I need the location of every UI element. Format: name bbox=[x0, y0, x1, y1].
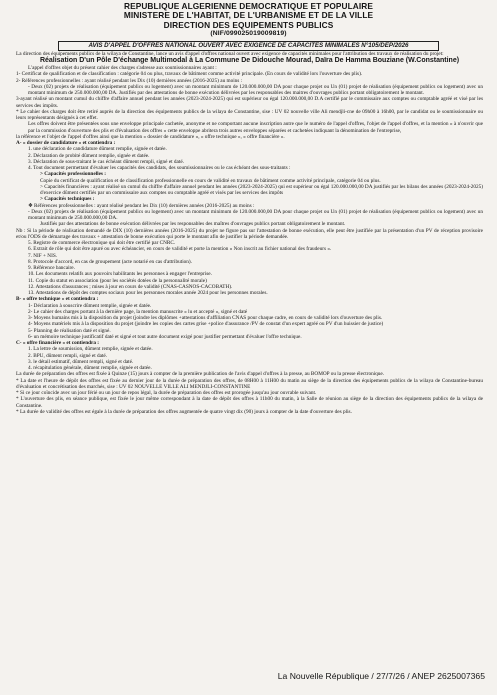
notice-paragraph: ❖ Références professionnelles : ayant réalisé pendant les Dix (10) dernières années (2016-2025) au moins : bbox=[28, 202, 255, 209]
publication-footer: La Nouvelle République / 27/7/26 / ANEP 2625007365 bbox=[277, 671, 485, 681]
notice-paragraph: 3. Déclaration de sous-traitant le cas échéant dûment rempli, signé et daté. bbox=[28, 158, 184, 165]
notice-paragraph: > Capacités financières : ayant réalisé un cumul du chiffre d'affaire annuel pendant les années (2023-2024-2025) qui est supérieur ou égal 120.000.000,00 DA justifiés par les bilans des années (2023-2024-2025) d'exercice dûment certifiés par un commissaire aux comptes ou comptable agréé et visés par les services des impôts bbox=[40, 183, 483, 197]
notice-paragraph: * Si ce jour coïncide avec un jour férié ou un jour de repos légal, la durée de préparation des offres est prorogée jusqu'au jour ouvrable suivant. bbox=[16, 390, 317, 397]
notice-paragraph: > Capacités techniques : bbox=[40, 196, 95, 203]
notice-paragraph: 4. récapitulation générale, dûment remplie, signée et datée. bbox=[28, 365, 152, 372]
notice-paragraph: A- « dossier de candidature » et contiendra : bbox=[16, 140, 116, 147]
notice-paragraph: B- « offre technique » et contiendra : bbox=[16, 296, 99, 303]
nif-number: (NIF/099025019009819) bbox=[210, 29, 287, 37]
notice-title: AVIS D'APPEL D'OFFRES NATIONAL OUVERT AVEC EXIGENCE DE CAPACITES MINIMALES N°105/DEP/2026 bbox=[88, 41, 409, 49]
notice-title-box bbox=[58, 41, 439, 51]
notice-paragraph: 6- un mémoire technique justificatif daté et signé et tout autre document exigé pour justifier permettant d'évaluer l'offre technique. bbox=[28, 333, 302, 340]
notice-paragraph: * La durée de validité des offres est égale à la durée de préparation des offres augmentée de quatre vingt dix (90) jours à compter de la date d'ouverture des plis. bbox=[16, 408, 352, 415]
notice-paragraph: 2. Déclaration de probité dûment remplie, signée et datée. bbox=[28, 152, 150, 159]
notice-paragraph: Copie du certificat de qualification et de classification professionnelle en cours de validité en travaux de bâtiment comme activité principale, catégorie 04 ou plus. bbox=[40, 177, 381, 184]
notice-paragraph: 1- Déclaration à souscrire dûment remplie, signée et datée. bbox=[28, 302, 152, 309]
republic-title: REPUBLIQUE ALGERIENNE DEMOCRATIQUE ET POPULAIRE bbox=[123, 1, 373, 11]
notice-paragraph: 2- Le cahier des charges portant à la dernière page, la mention manuscrite « lu et accepté », signé et daté bbox=[28, 308, 248, 315]
notice-paragraph: 3. le détail estimatif, dûment rempli, signé et daté. bbox=[28, 358, 134, 365]
notice-paragraph: Les offres doivent être présentées sous une enveloppe principale cachetée, anonyme et ne comportant aucune inscription autre que le numéro de l'appel d'offres, l'objet de l'appel d'offres, et la mention « à n'ouvrir que par la commission d'ouverture des plis et d'évaluation des offres » cette enveloppe abritera trois autres enveloppes séparées et cachetées indiquant la dénomination de l'entreprise, bbox=[28, 121, 483, 134]
notice-paragraph: Nb : Si la période de réalisation demandé de DIX (10) dernières années (2016-2025) du projet ne figure pas sur l'attestation de bonne exécution, elle peut être justifiée par la présentation d'un PV de réception provisoire et/ou l'ODS de démarrage des travaux + attestation de bonne exécution qui porte le montant afin de justifier la période demandée. bbox=[16, 227, 483, 240]
notice-paragraph: 8. Protocole d'accord, en cas de groupement (acte notarié en cas d'attribution). bbox=[28, 258, 192, 265]
notice-paragraph: Justifiés par des attestations de bonne exécution délivrées par les responsables des maîtres d'ouvrages publics portant obligatoirement le montant. bbox=[40, 221, 346, 228]
notice-paragraph: la référence et l'objet de l'appel d'offres ainsi que la mention « dossier de candidature », « offre technique », « offre financière ». bbox=[16, 133, 285, 140]
notice-paragraph: * L'ouverture des plis, en séance publique, est fixée le jour même correspondant à la date de dépôt des offres à 11h00 du matin, à la Salle de réunion au siège de la direction des équipements publics de la wilaya de Constantine. bbox=[16, 396, 483, 409]
notice-paragraph: 12. Attestations d'assurances ; mises à jour en cours de validité (CNAS-CASNOS-CACOBATH). bbox=[28, 283, 233, 290]
notice-body bbox=[0, 51, 497, 415]
notice-paragraph: 1. La lettre de soumission, dûment remplie, signée et datée. bbox=[28, 346, 153, 353]
notice-paragraph: 1- Certificat de qualification et de classification : catégorie 04 ou plus, travaux de bâtiment comme activité principale. (En cours de validité lors l'ouverture des plis). bbox=[16, 71, 363, 78]
notice-header bbox=[0, 0, 497, 38]
notice-paragraph: L'appel d'offres objet du présent cahier des charges s'adresse aux soumissionnaires ayant : bbox=[28, 65, 217, 72]
notice-paragraph: 13. Attestations de dépôt des comptes sociaux pour les personnes morales année 2024 pour les personnes morales. bbox=[28, 290, 268, 297]
notice-paragraph: 2- Références professionnelles : ayant réalisé pendant les Dix (10) dernières années (2016-2025) au moins : bbox=[16, 77, 243, 84]
notice-paragraph: 10. Les documents relatifs aux pouvoirs habilitants les personnes à engager l'entreprise. bbox=[28, 271, 212, 278]
notice-paragraph: La durée de préparation des offres est fixée à Quinze (15) jours à compter de la première publication de l'avis d'appel d'offres à la presse, au BOMOP ou la presse électronique. bbox=[16, 371, 385, 378]
notice-paragraph: C- « offre financière » et contiendra : bbox=[16, 340, 100, 347]
notice-paragraph: 5- Planning de réalisation daté et signé. bbox=[28, 327, 111, 334]
notice-paragraph: 4. Tout document permettant d'évaluer les capacités des candidats, des soumissionnaires ou le cas échéant des sous-traitants : bbox=[28, 165, 291, 172]
notice-paragraph: 4- Moyens matériels mis à la disposition du projet (joindre les copies des cartes grise +police d'assurance /PV de constat d'un expert agréé ou PV d'un huissier de justice) bbox=[28, 321, 384, 328]
notice-paragraph: > Capacités professionnelles : bbox=[40, 171, 107, 178]
notice-paragraph: * La date et l'heure de dépôt des offres est fixée au dernier jour de la durée de préparation des offres, de 08H00 à 11H00 du matin au siège de la direction des équipements publics de la wilaya de Constantine-bureau d'évaluation et concrétisation des marchés, sise : UV 02 NOUVELLE VILLE ALI MENDJLI-CONSTANTINE bbox=[16, 377, 483, 390]
notice-paragraph: * Le cahier des charges doit être retiré auprès de la direction des équipements publics de la wilaya de Constantine, sise : UV 02 nouvelle ville Ali mendjli-cne de 09h00 à 16h00, par le candidat ou le soumissionnaire ou leurs représentants désignés à cet effet. bbox=[16, 108, 483, 122]
notice-paragraph: - Deux (02) projets de réalisation (équipement publics ou logement) avec un montant minimum de 120.000.000,00 DA pour chaque projet ou Un (01) projet de réalisation (équipement publics ou logement) avec un montant minimum de 250.000.000,00 DA. bbox=[28, 208, 483, 222]
notice-paragraph: 11. Copie du statut en association (pour les sociétés dotées de la personnalité morale) bbox=[28, 277, 207, 284]
notice-paragraph: 3-ayant réalisé un montant cumul du chiffre d'affaire annuel pendant les années (2023-2024-2025) qui est supérieur ou égal 120.000.000,00 D.A certifié par le commissaire aux comptes ou comptable agréé et visé par les services des impôts. bbox=[16, 96, 483, 109]
notice-paragraph: 3- Moyens humains mis à la disposition du projet (joindre les diplômes +attestations d'affiliation CNAS pour chaque cadre, en cours de validité lors d'ouverture des plis. bbox=[28, 315, 383, 322]
notice-paragraph: 2. BPU, dûment rempli, signé et daté. bbox=[28, 352, 108, 359]
notice-paragraph: 1. une déclaration de candidature dûment remplie, signée et datée. bbox=[28, 146, 167, 153]
notice-paragraph: 6. Extrait de rôle qui doit être apuré ou avec échéancier, en cours de validité et porte la mention « Non inscrit au fichier national des fraudeurs ». bbox=[28, 246, 332, 253]
notice-paragraph: Réalisation D'un Pôle D'échange Multimodal à La Commune De Didouche Mourad, Daïra De Hamma Bouziane (W.Constantine) bbox=[39, 57, 460, 65]
ministry-title: MINISTERE DE L'HABITAT, DE L'URBANISME ET DE LA VILLE bbox=[123, 10, 374, 21]
direction-title: DIRECTION DES EQUIPEMENTS PUBLICS bbox=[163, 19, 334, 30]
notice-paragraph: La direction des équipements publics de la wilaya de Constantine, lance un avis d'appel d'offres national ouvert avec exigence de capacités minimales pour l'attribution des travaux de réalisation du projet: bbox=[16, 50, 444, 57]
notice-paragraph: - Deux (02) projets de réalisation (équipement publics ou logement) avec un montant minimum de 120.000.000,00 DA pour chaque projet ou Un (01) projet de réalisation (équipement publics ou logement) avec un montant minimum de 250.000.000,00 DA. Justifiés par des attestations de bonne exécution délivrées par les responsables des maitres d'ouvrages publics portant obligatoirement le montant. bbox=[28, 83, 483, 97]
notice-paragraph: 9. Référence bancaire. bbox=[28, 265, 75, 272]
notice-paragraph: 5. Registre de commerce électronique qui doit être certifié par CNRC. bbox=[28, 240, 176, 247]
notice-paragraph: 7. NIF + NIS. bbox=[28, 252, 58, 259]
